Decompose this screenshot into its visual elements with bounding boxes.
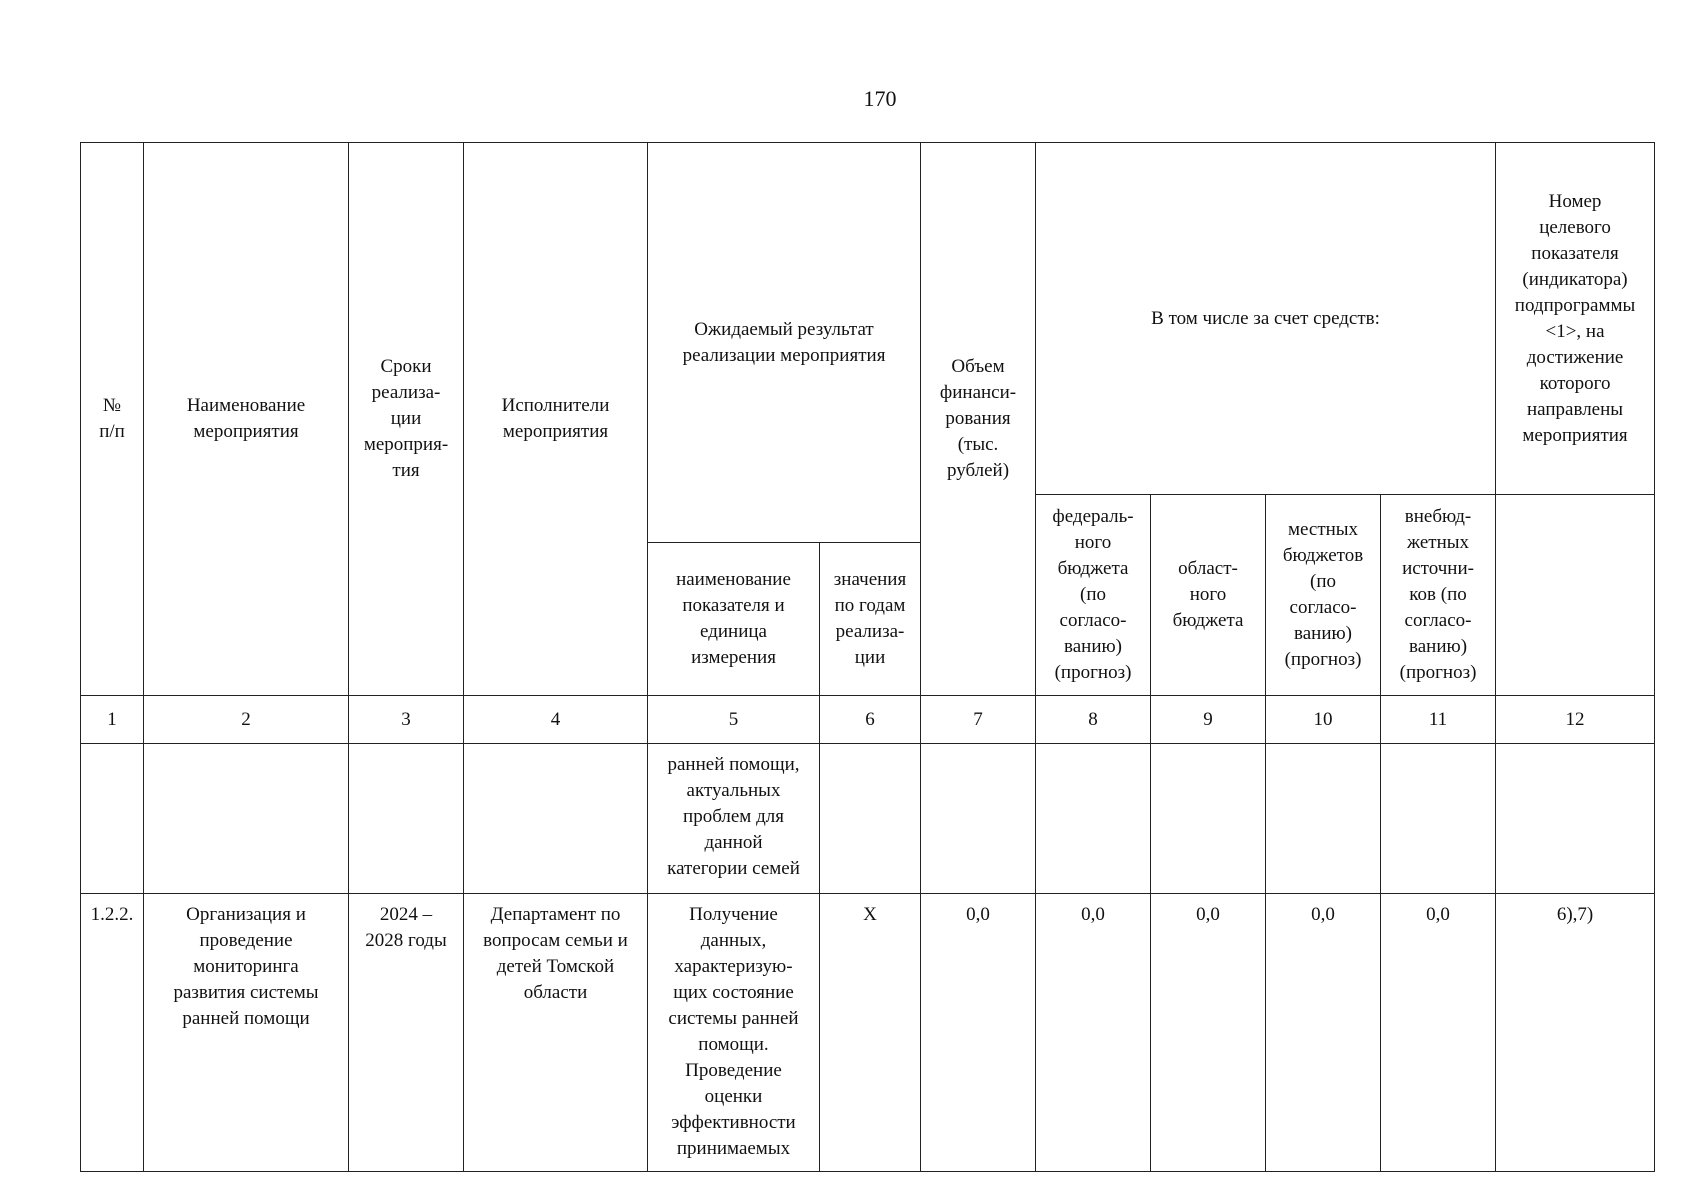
row-executors: Департамент по вопросам семьи и детей Томской области (464, 894, 648, 1172)
table-cell (1036, 744, 1151, 894)
row-extrabudget: 0,0 (1381, 894, 1496, 1172)
header-extrabudget: внебюд- жетных источни- ков (по согласо- ванию) (прогноз) (1381, 495, 1496, 696)
table-cell (921, 744, 1036, 894)
table-cell (1266, 744, 1381, 894)
table-cell (820, 744, 921, 894)
column-number: 1 (81, 696, 144, 744)
row-target-indicator: 6),7) (1496, 894, 1655, 1172)
header-row (81, 143, 1655, 495)
header-executors: Исполнители мероприятия (464, 143, 648, 696)
row-num: 1.2.2. (81, 894, 144, 1172)
header-including: В том числе за счет средств: (1036, 143, 1496, 495)
activities-table (80, 142, 1655, 1172)
column-number: 9 (1151, 696, 1266, 744)
header-target-indicator-blank (1496, 495, 1655, 696)
page-number: 170 (863, 86, 897, 111)
row-name: Организация и проведение мониторинга развития системы ранней помощи (144, 894, 349, 1172)
row-indicator-name: Получение данных, характеризую- щих состояние системы ранней помощи. Проведение оценки эффективности принимаемых (648, 894, 820, 1172)
header-indicator-name: наименование показателя и единица измерения (648, 543, 820, 696)
header-terms: Сроки реализа- ции мероприя- тия (349, 143, 464, 696)
header-num: № п/п (81, 143, 144, 696)
row-terms: 2024 – 2028 годы (349, 894, 464, 1172)
row-funding-volume: 0,0 (921, 894, 1036, 1172)
header-funding-volume: Объем финанси- рования (тыс. рублей) (921, 143, 1036, 696)
column-number: 11 (1381, 696, 1496, 744)
header-federal: федераль- ного бюджета (по согласо- ванию) (прогноз) (1036, 495, 1151, 696)
column-number: 6 (820, 696, 921, 744)
row-values-by-year: Х (820, 894, 921, 1172)
header-regional: област- ного бюджета (1151, 495, 1266, 696)
column-number: 3 (349, 696, 464, 744)
table-cell (1496, 744, 1655, 894)
header-local: местных бюджетов (по согласо- ванию) (прогноз) (1266, 495, 1381, 696)
table-cell (1381, 744, 1496, 894)
row-federal: 0,0 (1036, 894, 1151, 1172)
column-number: 5 (648, 696, 820, 744)
column-number-row (81, 696, 1655, 744)
continuation-indicator-name: ранней помощи, актуальных проблем для данной категории семей (648, 744, 820, 894)
column-number: 4 (464, 696, 648, 744)
header-name: Наименование мероприятия (144, 143, 349, 696)
table-cell (349, 744, 464, 894)
header-target-indicator: Номер целевого показателя (индикатора) подпрограммы <1>, на достижение которого направлены мероприятия (1496, 143, 1655, 495)
row-regional: 0,0 (1151, 894, 1266, 1172)
row-local: 0,0 (1266, 894, 1381, 1172)
header-expected-result: Ожидаемый результат реализации мероприятия (648, 143, 921, 543)
table-row (81, 894, 1655, 1172)
table-cell (464, 744, 648, 894)
table-cell (144, 744, 349, 894)
table-cell (81, 744, 144, 894)
column-number: 10 (1266, 696, 1381, 744)
column-number: 7 (921, 696, 1036, 744)
table-row (81, 744, 1655, 894)
table-cell (1151, 744, 1266, 894)
column-number: 8 (1036, 696, 1151, 744)
column-number: 2 (144, 696, 349, 744)
column-number: 12 (1496, 696, 1655, 744)
header-values-by-year: значения по годам реализа- ции (820, 543, 921, 696)
